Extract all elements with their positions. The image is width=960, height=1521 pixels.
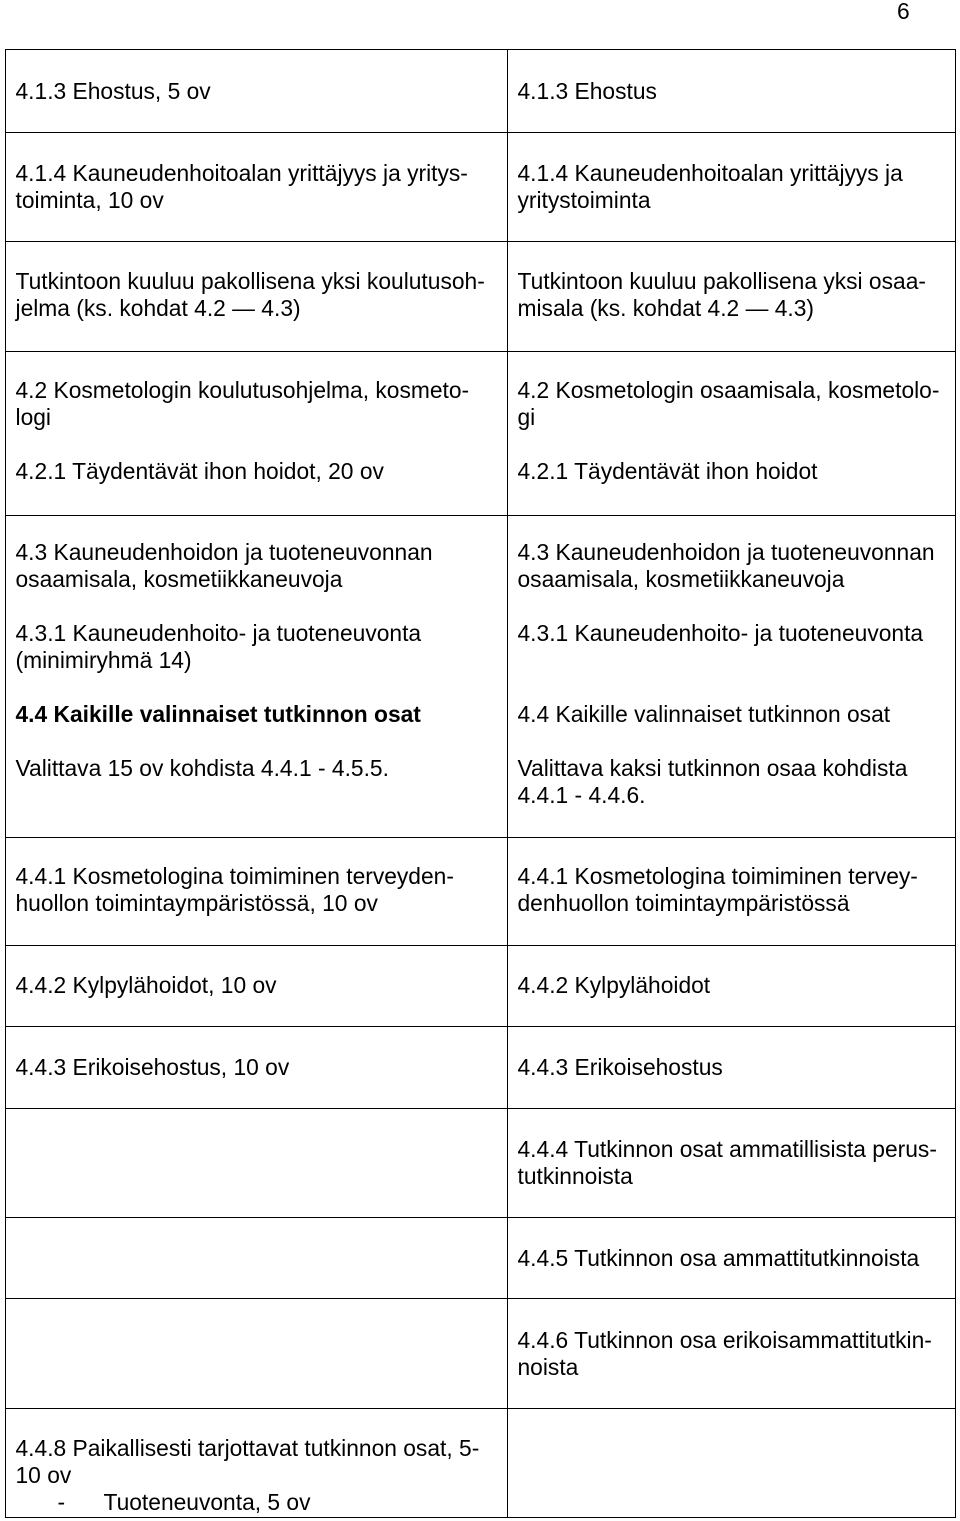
cell-paragraph (16, 377, 508, 431)
cell-paragraph (16, 1054, 508, 1081)
cell-paragraph (16, 539, 508, 593)
cell-text-line: jelma (ks. kohdat 4.2 — 4.3) (15, 295, 301, 321)
cell-text-line: noista (517, 1354, 579, 1380)
cell-text-line: yritystoiminta (517, 187, 651, 213)
cell-text-line: 4.1.4 Kauneudenhoitoalan yrittäjyys ja yritys- (15, 160, 468, 186)
table-row (6, 1218, 956, 1299)
cell-text-line: 4.3 Kauneudenhoidon ja tuoteneuvonnan (517, 539, 935, 565)
cell-text-line: 4.3.1 Kauneudenhoito- ja tuoteneuvonta (15, 620, 422, 646)
cell-paragraph (518, 268, 956, 322)
cell-text-line: 4.4.6 Tutkinnon osa erikoisammattitutkin- (517, 1327, 932, 1353)
cell-text-line: tutkinnoista (517, 1163, 633, 1189)
left-column-cell (6, 50, 508, 133)
left-column-cell (6, 352, 508, 516)
cell-paragraph (518, 1327, 956, 1381)
page-number: 6 (897, 0, 910, 24)
cell-text-line: 4.4.1 Kosmetologina toimiminen terveyden- (15, 863, 454, 889)
left-column-cell (6, 516, 508, 838)
cell-text-line: 4.1.3 Ehostus, 5 ov (15, 78, 211, 104)
cell-paragraph (16, 701, 508, 728)
cell-paragraph (518, 1136, 956, 1190)
cell-text-line: 4.2.1 Täydentävät ihon hoidot, 20 ov (15, 458, 384, 484)
left-column-cell (6, 1109, 508, 1218)
right-column-cell (508, 50, 956, 133)
cell-paragraph (16, 620, 508, 674)
right-column-cell (508, 1218, 956, 1299)
table-row (6, 352, 956, 516)
cell-text-line: (minimiryhmä 14) (15, 647, 192, 673)
left-column-cell (6, 242, 508, 352)
cell-text-line: 4.4.5 Tutkinnon osa ammattitutkinnoista (517, 1245, 920, 1271)
cell-paragraph (518, 863, 956, 917)
cell-paragraph (518, 160, 956, 214)
table-row (6, 133, 956, 242)
right-column-cell (508, 1109, 956, 1218)
right-column-cell (508, 242, 956, 352)
cell-paragraph (16, 160, 508, 214)
table-row (6, 838, 956, 946)
cell-text-line: 4.4.1 Kosmetologina toimiminen tervey- (517, 863, 918, 889)
cell-paragraph (16, 1435, 508, 1516)
right-column-cell (508, 946, 956, 1027)
bullet-text: Tuoteneuvonta, 5 ov (103, 1489, 311, 1515)
left-column-cell (6, 1299, 508, 1409)
table-row (6, 1109, 956, 1218)
right-column-cell (508, 1409, 956, 1518)
cell-paragraph (518, 701, 956, 728)
cell-text-line: 4.4.2 Kylpylähoidot (517, 972, 711, 998)
cell-text-line: osaamisala, kosmetiikkaneuvoja (517, 566, 845, 592)
cell-paragraph (518, 377, 956, 431)
cell-text-line: Valittava 15 ov kohdista 4.4.1 - 4.5.5. (15, 755, 389, 781)
cell-text-line: logi (15, 404, 51, 430)
left-column-cell (6, 1218, 508, 1299)
right-column-cell (508, 1027, 956, 1109)
section-heading-line: 4.4 Kaikille valinnaiset tutkinnon osat (517, 701, 891, 727)
cell-text-line: Valittava kaksi tutkinnon osaa kohdista (517, 755, 908, 781)
cell-text-line: Tutkintoon kuuluu pakollisena yksi osaa- (517, 268, 926, 294)
left-column-cell (6, 1027, 508, 1109)
table-row (6, 516, 956, 838)
table-row (6, 1409, 956, 1518)
cell-text-line: misala (ks. kohdat 4.2 — 4.3) (517, 295, 814, 321)
cell-paragraph (518, 972, 956, 999)
left-column-cell (6, 133, 508, 242)
cell-paragraph (16, 972, 508, 999)
table-row (6, 1027, 956, 1109)
cell-paragraph (518, 620, 956, 647)
cell-paragraph (518, 539, 956, 593)
cell-text-line: 4.3.1 Kauneudenhoito- ja tuoteneuvonta (517, 620, 924, 646)
cell-text-line: 4.4.1 - 4.4.6. (517, 782, 646, 808)
cell-paragraph (518, 78, 956, 105)
cell-text-line: denhuollon toimintaympäristössä (517, 890, 850, 916)
bullet-item (16, 1489, 508, 1516)
cell-text-line: 4.4.2 Kylpylähoidot, 10 ov (15, 972, 277, 998)
cell-text-line: 4.4.4 Tutkinnon osat ammatillisista perus- (517, 1136, 937, 1162)
cell-text-line: 4.4.3 Erikoisehostus (517, 1054, 723, 1080)
cell-text-line: gi (517, 404, 536, 430)
table-row (6, 946, 956, 1027)
cell-paragraph (518, 458, 956, 485)
right-column-cell (508, 516, 956, 838)
right-column-cell (508, 1299, 956, 1409)
cell-text-line: 4.3 Kauneudenhoidon ja tuoteneuvonnan (15, 539, 433, 565)
cell-text-line: 4.4.3 Erikoisehostus, 10 ov (15, 1054, 290, 1080)
cell-text-line: 4.2 Kosmetologin osaamisala, kosmetolo- (517, 377, 940, 403)
cell-paragraph (16, 458, 508, 485)
table-row (6, 242, 956, 352)
cell-paragraph (518, 1054, 956, 1081)
cell-text-line: 4.2.1 Täydentävät ihon hoidot (517, 458, 818, 484)
cell-paragraph (16, 78, 508, 105)
left-column-cell (6, 838, 508, 946)
right-column-cell (508, 838, 956, 946)
cell-text-line: huollon toimintaympäristössä, 10 ov (15, 890, 378, 916)
table-row (6, 50, 956, 133)
cell-text-line: 4.1.3 Ehostus (517, 78, 657, 104)
cell-text-line: toiminta, 10 ov (15, 187, 164, 213)
cell-paragraph (518, 1245, 956, 1272)
cell-text-line: osaamisala, kosmetiikkaneuvoja (15, 566, 343, 592)
right-column-cell (508, 352, 956, 516)
cell-text-line: 4.1.4 Kauneudenhoitoalan yrittäjyys ja (517, 160, 903, 186)
section-heading-line: 4.4 Kaikille valinnaiset tutkinnon osat (15, 701, 421, 727)
cell-text-line: 10 ov (15, 1462, 72, 1488)
left-column-cell (6, 946, 508, 1027)
cell-paragraph (16, 863, 508, 917)
cell-paragraph (518, 755, 956, 809)
bullet-marker: - (57, 1489, 66, 1515)
blank-line (518, 674, 956, 701)
cell-paragraph (16, 268, 508, 322)
cell-text-line: Tutkintoon kuuluu pakollisena yksi koulutusoh- (15, 268, 485, 294)
table-row (6, 1299, 956, 1409)
cell-text-line: 4.4.8 Paikallisesti tarjottavat tutkinnon osat, 5- (15, 1435, 480, 1461)
left-column-cell (6, 1409, 508, 1518)
right-column-cell (508, 133, 956, 242)
cell-text-line: 4.2 Kosmetologin koulutusohjelma, kosmeto- (15, 377, 470, 403)
comparison-table (5, 49, 956, 1518)
cell-paragraph (16, 755, 508, 782)
